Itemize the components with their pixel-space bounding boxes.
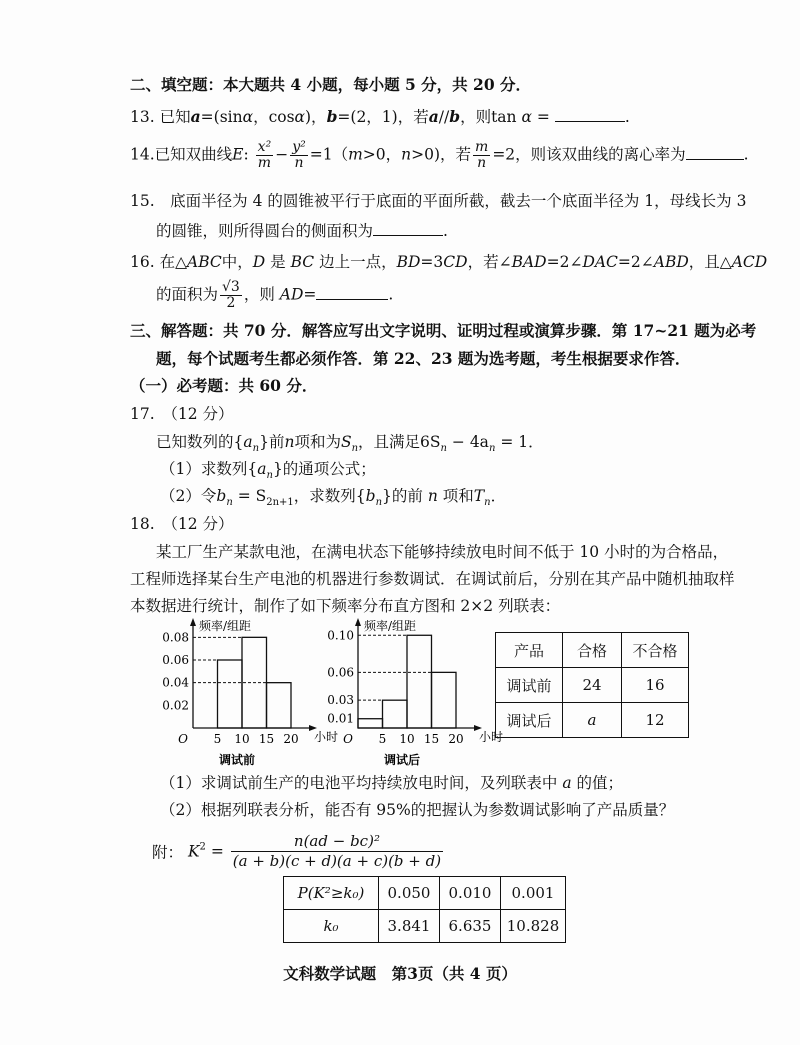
histogram-before [155, 618, 339, 768]
question-18-para2: 工程师选择某台生产电池的机器进行参数调试．在调试前后，分别在其产品中随机抽取样 [130, 570, 735, 588]
table-header-row: 产品 合格 不合格 [496, 633, 689, 668]
y-tick-label: 0.03 [327, 693, 354, 708]
answer-blank-15[interactable] [373, 221, 443, 236]
question-17-part2: （2）令$b_n = S_{2n+1}$，求数列$\{b_n\}$的前 n 项和$T_n$． [160, 487, 507, 509]
x-tick-label: O [343, 732, 353, 746]
section3-required: （一）必考题：共 60 分． [130, 376, 318, 395]
y-axis-arrow [355, 618, 361, 626]
question-15-line2: 的圆锥，则所得圆台的侧面积为 . [156, 222, 448, 240]
question-18-number: 18. （12 分） [130, 515, 234, 533]
y-tick-label: 0.06 [327, 665, 354, 680]
question-18-para3: 本数据进行统计，制作了如下频率分布直方图和 2×2 列联表： [130, 597, 561, 615]
x-tick-label: O [178, 732, 188, 746]
table-row: P(K²≥k₀) 0.050 0.010 0.001 [284, 877, 566, 910]
q14-number: 14. [130, 145, 155, 164]
x-tick-label: 20 [283, 732, 299, 746]
answer-blank-16[interactable] [316, 285, 388, 300]
histogram-bar [383, 700, 408, 728]
k-squared-fraction: $\frac{\text{n(ad − bc)²}}{(a + b)(c + d)(a + c)(b + d)}$ [232, 832, 442, 870]
question-18-part1: （1）求调试前生产的电池平均持续放电时间，及列联表中 a 的值； [160, 774, 624, 792]
x-tick-label: 5 [378, 732, 387, 746]
page-footer: 文科数学试题 第3页（共 4 页） [283, 964, 517, 983]
y-axis-label: 频率/组距 [199, 619, 252, 633]
chart-title: 调试前 [218, 753, 256, 767]
histogram-bar [407, 635, 432, 728]
x-axis-label: 小时 [479, 730, 504, 744]
contingency-table [495, 632, 689, 738]
answer-blank-13[interactable] [555, 107, 625, 122]
x-tick-label: 15 [423, 732, 440, 746]
fraction-x2-m: $\frac{\text{x²}}{m}$ [257, 139, 272, 171]
table-row: k₀ 3.841 6.635 10.828 [284, 910, 566, 943]
y-axis-label: 频率/组距 [364, 619, 417, 633]
x-axis-label: 小时 [314, 730, 339, 744]
fraction-y2-n: $\frac{\text{y²}}{n}$ [292, 139, 306, 171]
question-16-line2: 的面积为 $\frac{√3}{2}$ ，则 AD= . [156, 279, 394, 311]
table-row: 调试后 a 12 [496, 703, 689, 738]
histogram-bar [267, 683, 292, 728]
table-row: 调试前 24 16 [496, 668, 689, 703]
y-tick-label: 0.08 [162, 630, 189, 645]
answer-blank-14[interactable] [686, 145, 744, 160]
y-tick-label: 0.10 [327, 628, 354, 643]
fraction-sqrt3-2: $\frac{√3}{2}$ [222, 279, 240, 311]
section2-heading: 二、填空题：本大题共 4 小题，每小题 5 分，共 20 分． [130, 75, 532, 94]
question-17-stem: 已知数列的$\{a_n\}$前n项和为$S_n$，且满足$6S_n - 4a_n = 1$． [156, 433, 544, 455]
question-18-para1: 某工厂生产某款电池，在满电状态下能够持续放电时间不低于 10 小时的为合格品， [156, 543, 729, 561]
x-tick-label: 20 [448, 732, 464, 746]
q13-number: 13. [130, 108, 155, 126]
y-tick-label: 0.06 [162, 653, 189, 667]
y-tick-label: 0.01 [327, 711, 354, 726]
section3-heading-line1: 三、解答题：共 70 分．解答应写出文字说明、证明过程或演算步骤．第 17~21 题为必考 [130, 321, 757, 340]
x-tick-label: 5 [213, 732, 222, 746]
question-15-line1: 15. 底面半径为 4 的圆锥被平行于底面的平面所截，截去一个底面半径为 1，母线长为 3 [130, 192, 747, 210]
question-17-part1: （1）求数列$\{a_n\}$的通项公式； [160, 460, 376, 482]
fraction-m-n: $\frac{m}{n}$ [475, 139, 489, 171]
histogram-bar [432, 672, 457, 728]
critical-values-table [283, 876, 566, 943]
section3-heading-line2: 题，每个试题考生都必须作答．第 22、23 题为选考题，考生根据要求作答． [156, 349, 691, 368]
y-tick-label: 0.04 [162, 675, 189, 690]
y-axis-arrow [190, 618, 196, 626]
x-tick-label: 10 [234, 732, 250, 746]
x-tick-label: 15 [258, 732, 275, 746]
appendix-formula: 附： $K^2$ = $\frac{\text{n(ad − bc)²}}{(a + b)(c + d)(a + c)(b + d)}$ [152, 832, 442, 870]
question-18-part2: （2）根据列联表分析，能否有 95%的把握认为参数调试影响了产品质量？ [160, 801, 675, 819]
histogram-after [320, 618, 504, 768]
x-tick-label: 10 [399, 732, 415, 746]
question-13: 13. 已知a=(sinα，cosα)，b=(2，1)，若a//b，则tan α = . [130, 107, 630, 126]
question-16-line1: 16. 在△ABC中，D 是 BC 边上一点，BD=3CD，若∠BAD=2∠DAC=2∠ABD，且△ACD [130, 253, 768, 271]
histogram-bar [358, 719, 383, 728]
histogram-bar [218, 660, 243, 728]
y-tick-label: 0.02 [162, 698, 189, 713]
question-17-number: 17. （12 分） [130, 405, 234, 423]
question-14: 14.已知双曲线E: $\frac{\text{x²}}{m}$ − $\frac{\text{y²}}{n}$ =1（m>0，n>0)，若 $\frac{m}{n}$ =2，则该双曲线的离心率为 . [130, 139, 749, 171]
chart-title: 调试后 [383, 753, 421, 767]
